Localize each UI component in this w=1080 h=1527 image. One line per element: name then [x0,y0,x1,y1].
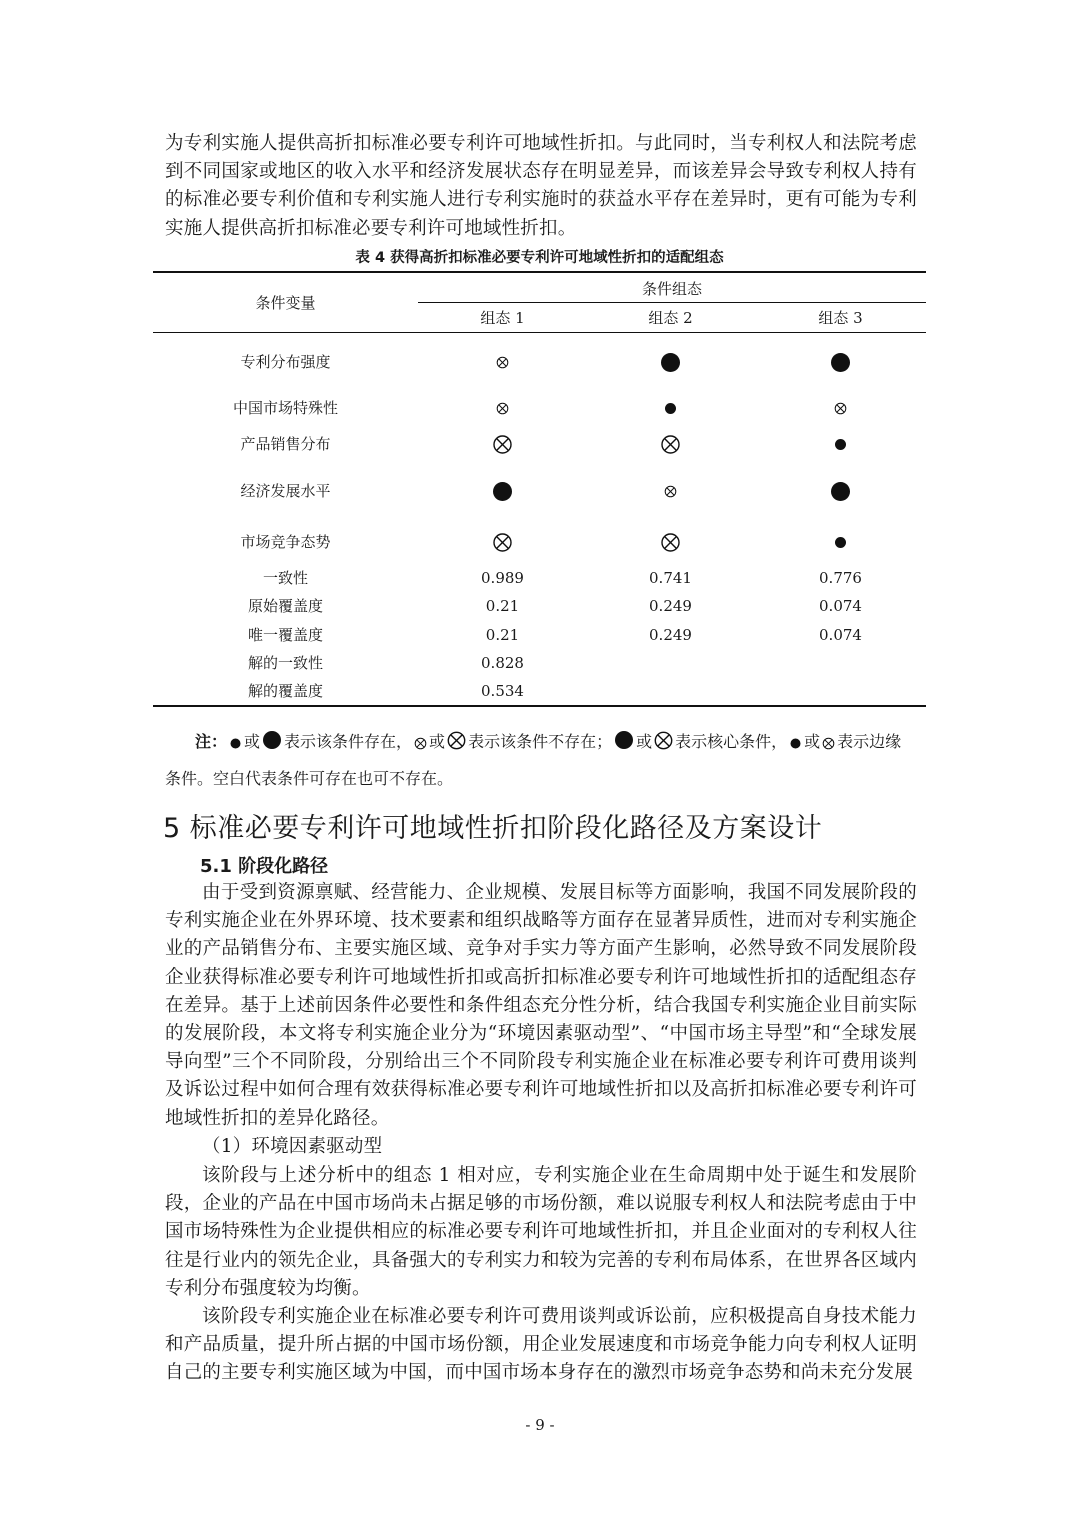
note-label: 注： [195,732,228,751]
table-note [195,727,917,757]
condition-label: 专利分布强度 [240,353,331,371]
condition-label: 市场竞争态势 [240,533,331,551]
header-configuration-group: 条件组态 [641,280,702,298]
note-text-present: 表示该条件存在， [284,732,413,751]
small-crossed-circle-icon [430,393,575,423]
note-text-edge: 表示边缘 [837,732,902,751]
metric-value: 0.074 [819,597,862,615]
note-text-or: 或 [804,732,821,751]
metric-value: 0.828 [481,654,524,672]
intro-paragraph: 为专利实施人提供高折扣标准必要专利许可地域性折扣。与此同时，当专利权人和法院考虑到不同国家或地区的收入水平和经济发展状态存在明显差异，而该差异会导致专利权人持有的标准必要专利价值和专利实施人进行专利实施时的获益水平存在差异时，更有可能为专利实施人提供高折扣标准必要专利许可地域性折扣。 [165,133,917,239]
large-crossed-circle-icon [598,527,743,557]
header-sub-rule [418,302,926,303]
header-config-2: 组态 2 [648,309,693,327]
metric-label: 解的覆盖度 [247,682,323,700]
small-crossed-circle-icon [768,393,913,423]
metric-value: 0.534 [481,682,524,700]
subsection-heading: 5.1 阶段化路径 [200,856,329,877]
small-filled-circle-icon [768,429,913,459]
small-crossed-circle-icon [822,737,835,750]
metric-value: 0.776 [819,569,862,587]
header-config-1: 组态 1 [480,309,525,327]
metric-label: 解的一致性 [247,654,323,672]
note-text-or: 或 [244,732,261,751]
condition-label: 经济发展水平 [240,482,331,500]
body-paragraph-1: 由于受到资源禀赋、经营能力、企业规模、发展目标等方面影响，我国不同发展阶段的专利实施企业在外界环境、技术要素和组织战略等方面存在显著异质性，进而对专利实施企业的产品销售分布、主要实施区域、竞争对手实力等方面产生影响，必然导致不同发展阶段企业获得标准必要专利许可地域性折扣或高折扣标准必要专利许可地域性折扣的适配组态存在差异。基于上述前因条件必要性和条件组态充分性分析，结合我国专利实施企业目前实际的发展阶段，本文将专利实施企业分为“环境因素驱动型”、“中国市场主导型”和“全球发展导向型”三个不同阶段，分别给出三个不同阶段专利实施企业在标准必要专利许可费用谈判及诉讼过程中如何合理有效获得标准必要专利许可地域性折扣以及高折扣标准必要专利许可地域性折扣的差异化路径。 [165,882,917,1129]
table-bottom-rule [153,705,926,707]
large-crossed-circle-icon [430,527,575,557]
header-config-3: 组态 3 [818,309,863,327]
note-text-or: 或 [429,732,446,751]
metric-label: 唯一覆盖度 [247,626,323,644]
small-filled-circle-icon [598,393,743,423]
metric-value: 0.249 [649,597,692,615]
metric-value: 0.989 [481,569,524,587]
large-filled-circle-icon [768,347,913,377]
table-caption: 表 4 获得高折扣标准必要专利许可地域性折扣的适配组态 [355,250,724,266]
header-bottom-rule [153,332,926,333]
metric-label: 一致性 [262,569,308,587]
small-filled-circle-icon [789,737,802,750]
small-filled-circle-icon [768,527,913,557]
note-text-absent: 表示该条件不存在； [468,732,613,751]
header-condition-variable: 条件变量 [255,294,316,312]
metric-value: 0.741 [649,569,692,587]
table-top-rule [153,271,926,273]
condition-label: 产品销售分布 [240,435,331,453]
large-filled-circle-icon [768,476,913,506]
metric-value: 0.21 [485,597,520,615]
small-crossed-circle-icon [598,476,743,506]
condition-label: 中国市场特殊性 [232,399,338,417]
small-crossed-circle-icon [430,347,575,377]
large-filled-circle-icon [598,347,743,377]
large-filled-circle-icon [614,730,634,750]
page-number: - 9 - [525,1416,555,1434]
metric-value: 0.074 [819,626,862,644]
note-text-or: 或 [636,732,653,751]
large-filled-circle-icon [430,476,575,506]
metric-label: 原始覆盖度 [247,597,323,615]
large-crossed-circle-icon [598,429,743,459]
small-crossed-circle-icon [414,737,427,750]
table-note-line2: 条件。空白代表条件可存在也可不存在。 [165,769,454,788]
sub-item-heading: （1）环境因素驱动型 [202,1136,383,1157]
large-crossed-circle-icon [447,731,466,750]
large-crossed-circle-icon [654,731,673,750]
metric-value: 0.249 [649,626,692,644]
body-paragraph-2: 该阶段与上述分析中的组态 1 相对应，专利实施企业在生命周期中处于诞生和发展阶段，企业的产品在中国市场尚未占据足够的市场份额，难以说服专利权人和法院考虑由于中国市场特殊性为企业提供相应的标准必要专利许可地域性折扣，并且企业面对的专利权人往往是行业内的领先企业，具备强大的专利实力和较为完善的专利布局体系，在世界各区域内专利分布强度较为均衡。 [165,1165,917,1299]
section-heading: 5 标准必要专利许可地域性折扣阶段化路径及方案设计 [163,813,823,844]
body-paragraph-3: 该阶段专利实施企业在标准必要专利许可费用谈判或诉讼前，应积极提高自身技术能力和产品质量，提升所占据的中国市场份额，用企业发展速度和市场竞争能力向专利权人证明自己的主要专利实施区域为中国，而中国市场本身存在的激烈市场竞争态势和尚未充分发展 [165,1306,917,1384]
large-crossed-circle-icon [430,429,575,459]
note-text-core: 表示核心条件， [675,732,788,751]
small-filled-circle-icon [229,737,242,750]
metric-value: 0.21 [485,626,520,644]
large-filled-circle-icon [262,730,282,750]
